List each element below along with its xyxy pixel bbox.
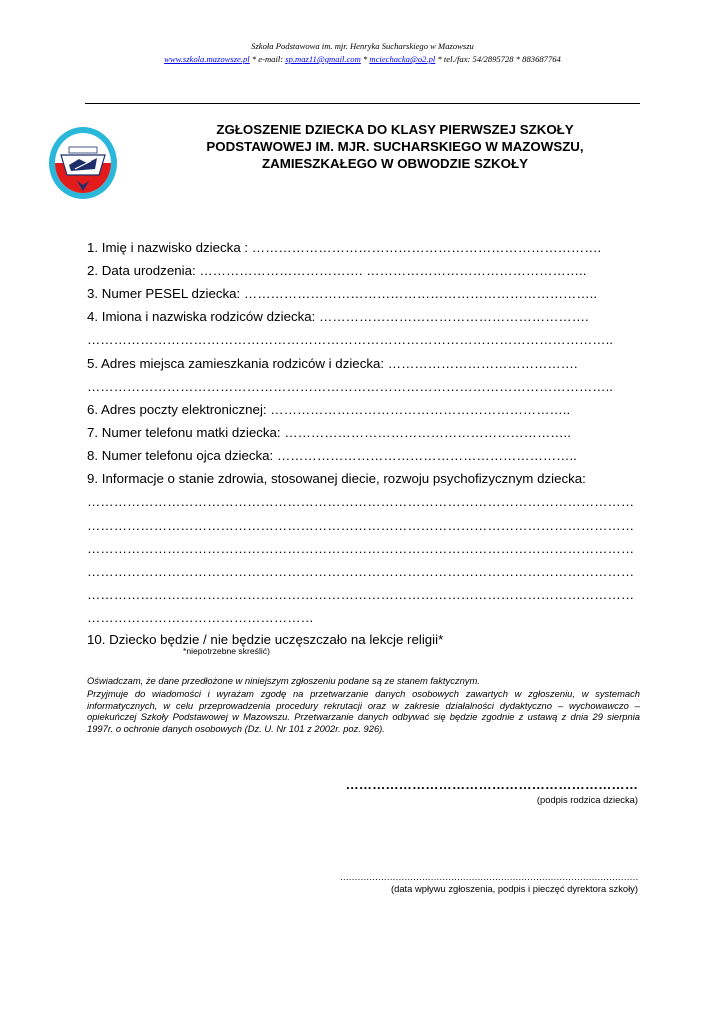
school-name: Szkoła Podstawowa im. mjr. Henryka Sucharskiego w Mazowszu [251,41,474,51]
health-line: …………………………………………… [87,610,314,625]
field-religion: 10. Dziecko będzie / nie będzie uczęszczało na lekcje religii* [87,632,444,647]
form-title-line-1: ZGŁOSZENIE DZIECKA DO KLASY PIERWSZEJ SZKOŁY [216,122,574,137]
field-birth-date: 2. Data urodzenia: ………………………………. ………………………………………….. [87,263,587,278]
field-father-phone: 8. Numer telefonu ojca dziecka: ………………………………………………………….. [87,448,577,463]
email-link-primary[interactable]: sp.maz11@gmail.com [285,54,361,64]
field-email: 6. Adres poczty elektronicznej: ………………………………………………………….. [87,402,571,417]
religion-footnote: *niepotrzebne skreślić) [183,646,270,656]
director-signature-label: (data wpływu zgłoszenia, podpis i pieczęć dyrektora szkoły) [391,883,638,894]
field-parents-names: 4. Imiona i nazwiska rodziców dziecka: ……………………………………………………. [87,309,589,324]
health-line: …………………………………………………………………………………………………………… [87,564,635,579]
contact-line [0,54,725,65]
field-address: 5. Adres miejsca zamieszkania rodziców i dziecka: ……………………………………. [87,356,578,371]
email-separator-2: * [360,54,370,64]
school-emblem-icon [47,125,119,201]
field-mother-phone: 7. Numer telefonu matki dziecka: ……………………………………………………….. [87,425,571,440]
field-health-info: 9. Informacje o stanie zdrowia, stosowanej diecie, rozwoju psychofizycznym dziecka: [87,471,586,486]
health-line: …………………………………………………………………………………………………………… [87,494,635,509]
health-line: …………………………………………………………………………………………………………… [87,587,635,602]
field-address-continued: ……………………………………………………………………………………………………….. [87,379,613,394]
form-title-line-3: ZAMIESZKAŁEGO W OBWODZIE SZKOŁY [262,156,528,171]
statement-consent: Przyjmuje do wiadomości i wyrażam zgodę na przetwarzanie danych osobowych zawartych w zgłoszeniu, w systemach informatycznych, w celu przeprowadzenia procedury rekrutacji oraz w zakresie działalności dydaktyczno – wychowawczo – opiekuńczej Szkoły Podstawowej w Mazowszu. Przetwarzanie danych odbywać się będzie zgodnie z ustawą z dnia 29 sierpnia 1997r. o ochronie danych osobowych (Dz. U. Nr 101 z 2002r. poz. 926). [87,688,640,734]
email-separator: * e-mail: [249,54,286,64]
phone-fax: * tel./fax: 54/2895728 * 883687764 [435,54,561,64]
email-link-secondary[interactable]: mciechacka@o2.pl [369,54,436,64]
director-signature-line: ………………………………………………………………………………………… [339,871,638,882]
website-link[interactable]: www.szkola.mazowsze.pl [164,54,250,64]
parent-signature-label: (podpis rodzica dziecka) [536,794,638,805]
health-line: …………………………………………………………………………………………………………… [87,518,635,533]
parent-signature-line: ………………………………………………………… [345,777,638,792]
health-line: …………………………………………………………………………………………………………… [87,541,635,556]
field-child-name: 1. Imię i nazwisko dziecka : ……………………………………………………………………. [87,240,602,255]
field-pesel: 3. Numer PESEL dziecka: …………………………………………………………………….. [87,286,598,301]
form-title-line-2: PODSTAWOWEJ IM. MJR. SUCHARSKIEGO W MAZOWSZU, [206,139,584,154]
header-divider [85,103,640,104]
field-parents-names-continued: ……………………………………………………………………………………………………….. [87,332,613,347]
statement-declaration: Oświadczam, że dane przedłożone w niniejszym zgłoszeniu podane są ze stanem faktycznym. [87,675,480,686]
